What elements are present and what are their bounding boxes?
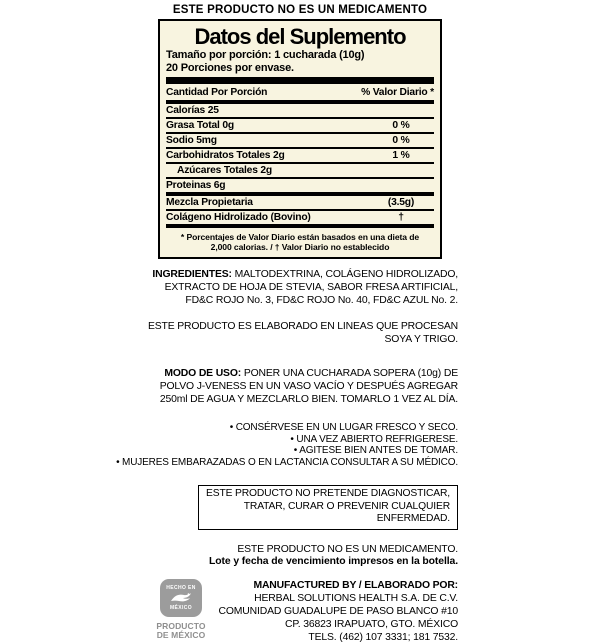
made-in-mexico-block [148,579,214,641]
nutrient-label: Grasa Total 0g [166,119,234,131]
not-medicine-note: ESTE PRODUCTO NO ES UN MEDICAMENTO. [237,543,458,555]
nutrient-row-protein [166,179,434,196]
servings-per-container: 20 Porciones por envase. [166,61,294,74]
nutrient-row-fat [166,119,434,134]
manufacturer-name: HERBAL SOLUTIONS HEALTH S.A. DE C.V. [254,592,458,604]
nutrient-label: Azúcares Totales 2g [177,164,273,176]
nutrient-row-sodium [166,134,434,149]
top-warning-text: ESTE PRODUCTO NO ES UN MEDICAMENTO [172,4,428,16]
manufacturer-city: CP. 36823 IRAPUATO, GTO. MÉXICO [284,618,458,630]
daily-value-header: % Valor Diario * [361,86,434,98]
usage-paragraph [142,367,458,406]
table-header-row [166,84,434,100]
nutrient-value: 1 % [392,149,410,161]
manufacturer-address [214,579,458,644]
storage-bullet: • MUJERES EMBARAZADAS O EN LACTANCIA CONSULTAR A SU MÉDICO. [116,456,458,468]
eagle-icon [169,592,193,604]
badge-top-text: HECHO EN [166,584,196,591]
producto-de-mexico-caption: PRODUCTO DE MÉXICO [156,620,206,640]
label-content [116,0,458,644]
supplement-facts-panel [158,19,442,259]
badge-bottom-text: MÉXICO [169,604,193,611]
manufacturer-heading: MANUFACTURED BY / ELABORADO POR: [253,579,458,591]
nutrient-label: Colágeno Hidrolizado (Bovino) [166,211,311,223]
nutrient-row-carbs [166,149,434,164]
panel-title: Datos del Suplemento [194,24,406,49]
nutrient-label: Sodio 5mg [166,134,217,146]
amount-per-serving-header: Cantidad Por Porción [166,86,268,98]
fda-disclaimer-box: ESTE PRODUCTO NO PRETENDE DIAGNOSTICAR, TRATAR, CURAR O PREVENIR CUALQUIER ENFERMEDAD. [198,485,458,530]
nutrient-row-sugars [166,164,434,179]
ingredients-label: INGREDIENTES: [152,269,232,280]
serving-size: Tamaño por porción: 1 cucharada (10g) [166,49,365,61]
nutrient-row-proprietary-blend [166,196,434,211]
manufacturer-section [142,579,458,644]
storage-bullet: • AGITESE BIEN ANTES DE TOMAR. [293,445,458,456]
hecho-en-mexico-badge-icon [160,579,202,617]
manufacturer-phones: TELS. (462) 107 3331; 181 7532. [308,631,458,643]
lot-date-note: Lote y fecha de vencimiento impresos en la botella. [209,555,458,567]
usage-text: PONER UNA CUCHARADA SOPERA (10g) DE POLVO J-VENESS EN UN VASO VACÍO Y DESPUÉS AGREGAR 250ml DE AGUA Y MEZCLARLO BIEN. TOMARLO 1 VEZ AL DÍA. [159,368,458,405]
ingredients-paragraph [142,268,458,307]
nutrient-label: Proteinas 6g [166,179,226,191]
nutrient-label: Mezcla Propietaria [166,196,253,208]
nutrient-label: Carbohidratos Totales 2g [166,149,285,161]
storage-bullet: • CONSÉRVESE EN UN LUGAR FRESCO Y SECO. [229,422,458,433]
nutrient-row-collagen [166,211,434,228]
ingredients-text: MALTODEXTRINA, COLÁGENO HIDROLIZADO, EXTRACTO DE HOJA DE STEVIA, SABOR FRESA ARTIFICIAL, FD&C ROJO No. 3, FD&C ROJO No. 40, FD&C AZUL No. 2. [164,269,458,306]
nutrient-value: 0 % [392,119,410,131]
storage-bullet: • UNA VEZ ABIERTO REFRIGERESE. [290,433,458,445]
nutrient-value: (3.5g) [387,196,415,208]
usage-label: MODO DE USO: [164,368,242,379]
nutrient-row-calories [166,104,434,119]
daily-value-footnote: * Porcentajes de Valor Diario están basados en una dieta de 2,000 calorias. / † Valor Diario no establecido [180,232,420,252]
storage-bullet-list [116,422,458,468]
nutrient-value: 0 % [392,134,410,146]
manufacturer-street: COMUNIDAD GUADALUPE DE PASO BLANCO #10 [218,605,458,617]
allergen-note: ESTE PRODUCTO ES ELABORADO EN LINEAS QUE PROCESAN SOYA Y TRIGO. [147,321,458,345]
nutrient-value: † [398,211,404,223]
thick-divider-bar [166,77,434,84]
nutrient-label: Calorías 25 [166,104,219,116]
